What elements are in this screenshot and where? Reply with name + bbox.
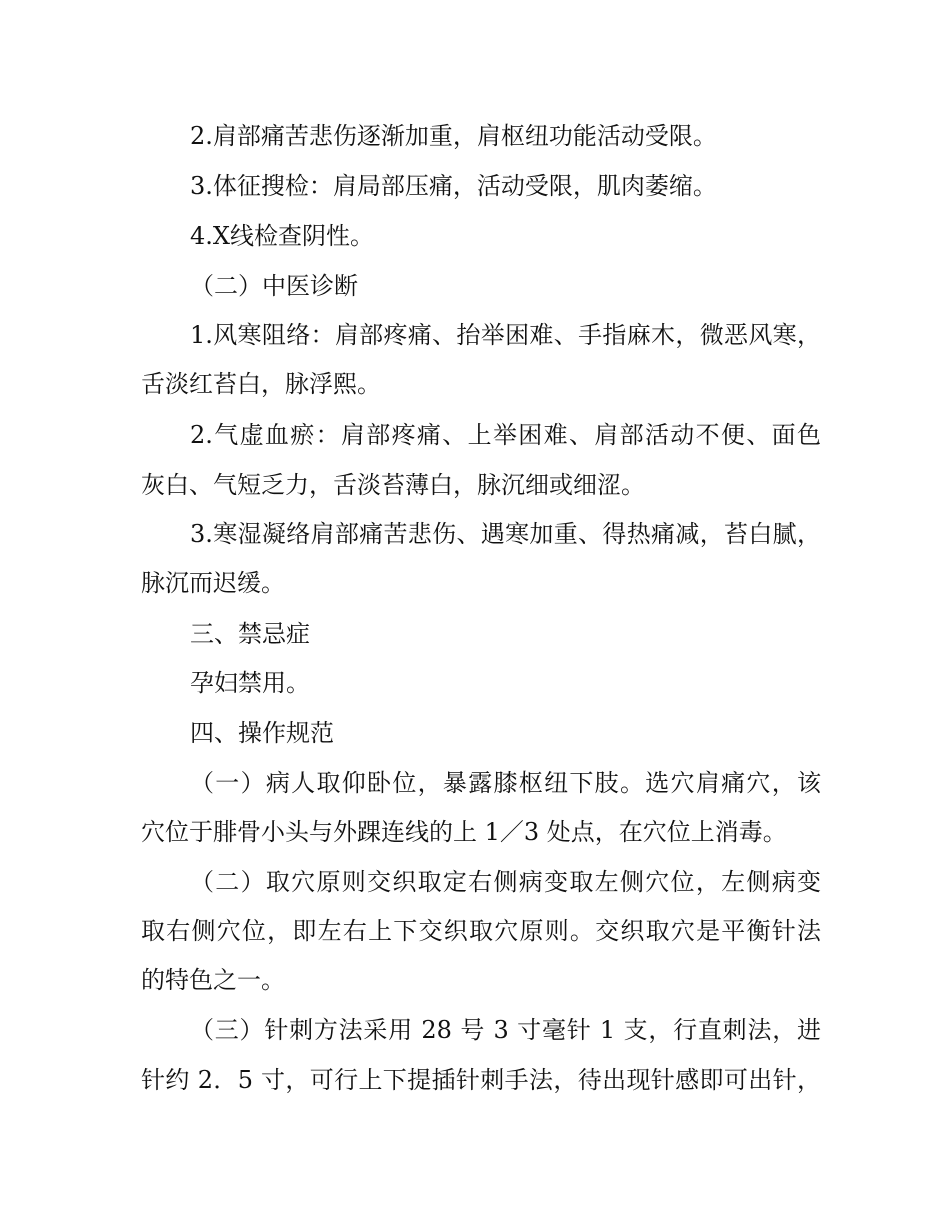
text-line: 2.肩部痛苦悲伤逐渐加重，肩枢纽功能活动受限。 — [190, 122, 717, 150]
text-line: 1.风寒阻络：肩部疼痛、抬举困难、手指麻木，微恶风寒， — [190, 321, 821, 349]
text-line: 2.气虚血瘀：肩部疼痛、上举困难、肩部活动不便、面色 — [190, 421, 821, 449]
text-line: 针约 2．5 寸，可行上下提插针刺手法，待出现针感即可出针， — [141, 1066, 821, 1094]
section-heading: （二）中医诊断 — [190, 272, 358, 300]
text-line: （一）病人取仰卧位，暴露膝枢纽下肢。选穴肩痛穴，该 — [190, 769, 821, 797]
text-line: 3.寒湿凝络肩部痛苦悲伤、遇寒加重、得热痛减，苔白腻， — [190, 520, 821, 548]
section-heading: 三、禁忌症 — [190, 620, 310, 648]
text-line: 的特色之一。 — [141, 966, 285, 994]
text-line: 灰白、气短乏力，舌淡苔薄白，脉沉细或细涩。 — [141, 471, 645, 499]
text-line: 舌淡红苔白，脉浮熙。 — [141, 370, 381, 398]
text-line: 3.体征搜检：肩局部压痛，活动受限，肌肉萎缩。 — [190, 172, 717, 200]
text-line: 取右侧穴位，即左右上下交织取穴原则。交织取穴是平衡针法 — [141, 917, 821, 945]
text-line: （三）针刺方法采用 28 号 3 寸毫针 1 支，行直刺法，进 — [190, 1016, 821, 1044]
text-line: 孕妇禁用。 — [190, 669, 310, 697]
section-heading: 四、操作规范 — [190, 719, 334, 747]
text-line: 4.X线检查阴性。 — [190, 222, 374, 250]
text-line: （二）取穴原则交织取定右侧病变取左侧穴位，左侧病变 — [190, 868, 821, 896]
text-line: 穴位于腓骨小头与外踝连线的上 1／3 处点，在穴位上消毒。 — [141, 818, 787, 846]
text-line: 脉沉而迟缓。 — [141, 569, 285, 597]
